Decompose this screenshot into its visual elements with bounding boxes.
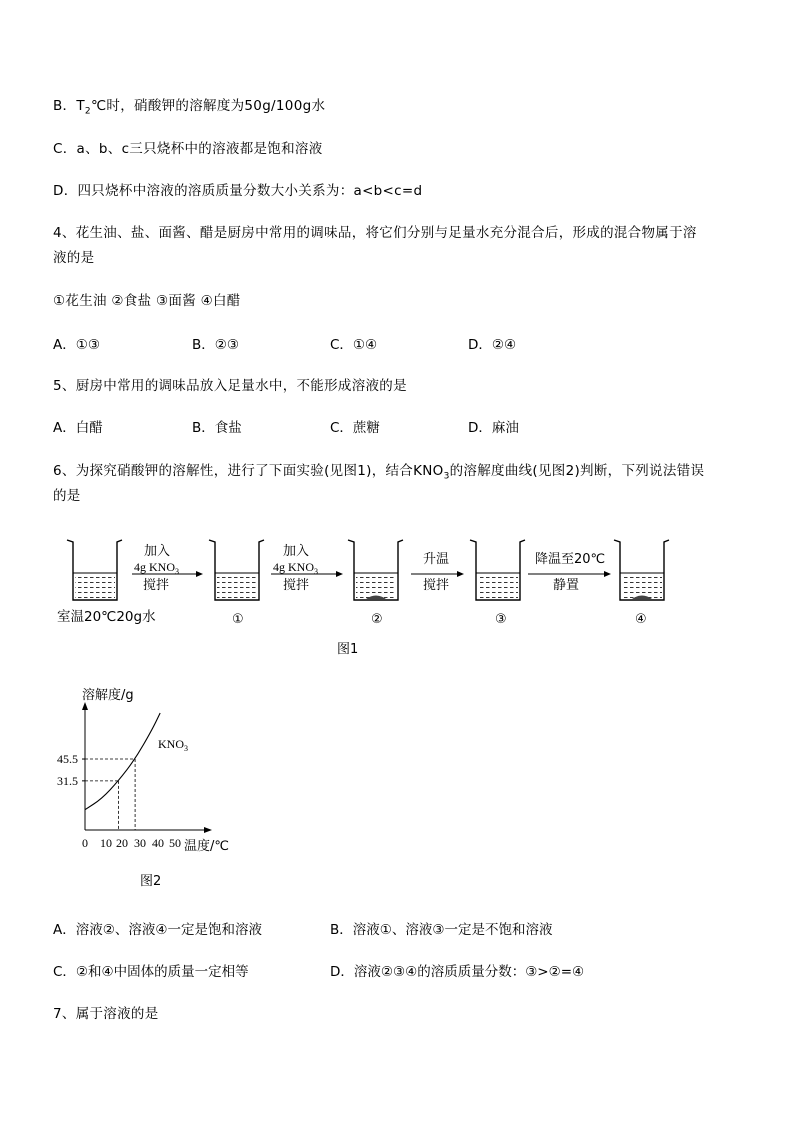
q3-option-b: B．$T_2℃$时，硝酸钾的溶解度为50g/100g水 — [53, 98, 326, 117]
q5-option-d: D．麻油 — [468, 420, 519, 436]
q5-option-b: B．食盐 — [192, 420, 242, 436]
q4-option-b: B．②③ — [192, 337, 239, 353]
q6-stem-line2: 的是 — [53, 488, 81, 504]
q4-option-d: D．②④ — [468, 337, 517, 353]
q5-option-a: A．白醋 — [53, 420, 103, 436]
beaker-2 — [348, 540, 403, 600]
x-tick-label: 20 — [116, 836, 128, 850]
kno3-solubility-curve — [85, 713, 160, 810]
beaker-start — [67, 540, 122, 600]
step1-line3: 搅拌 — [143, 578, 170, 593]
y-axis-label: 溶解度/g — [82, 688, 134, 703]
y-axis — [82, 702, 88, 830]
y-tick-label: 31.5 — [57, 773, 78, 788]
step3-line2: 搅拌 — [423, 578, 450, 593]
q4-option-a: A．①③ — [53, 337, 100, 353]
x-tick-label: 40 — [152, 836, 164, 850]
q3-option-c: C．a、b、c三只烧杯中的溶液都是饱和溶液 — [53, 141, 323, 157]
q6-option-d: D．溶液②③④的溶质质量分数：③>②=④ — [330, 964, 585, 980]
series-label-kno3: $KNO_3$ — [158, 737, 188, 753]
beaker-label-2: ② — [371, 612, 383, 627]
y-tick-label: 45.5 — [57, 752, 78, 767]
q6-stem-line1: 6、为探究硝酸钾的溶解性，进行了下面实验(见图1)，结合$KNO_3$的溶解度曲线(见图2)判断，下列说法错误 — [53, 463, 705, 482]
step2-line3: 搅拌 — [283, 578, 310, 593]
x-tick-label: 50 — [169, 836, 181, 850]
beaker-label-3: ③ — [495, 612, 507, 627]
figure-1-beakers — [0, 520, 794, 660]
beaker-3 — [470, 540, 525, 600]
step2-line2: 4g $KNO_3$ — [273, 560, 318, 576]
q5-stem: 5、厨房中常用的调味品放入足量水中，不能形成溶液的是 — [53, 378, 407, 394]
q6-option-c: C．②和④中固体的质量一定相等 — [53, 964, 249, 980]
figure-2-caption: 图2 — [140, 874, 162, 889]
x-tick-label: 10 — [100, 836, 112, 850]
beaker-1 — [209, 540, 264, 600]
q4-items: ①花生油 ②食盐 ③面酱 ④白醋 — [53, 293, 241, 309]
step3-line1: 升温 — [423, 552, 450, 567]
step4-line1: 降温至20℃ — [535, 552, 606, 567]
arrow-step-3 — [411, 571, 464, 577]
q4-stem-line1: 4、花生油、盐、面酱、醋是厨房中常用的调味品，将它们分别与足量水充分混合后，形成的混合物属于溶 — [53, 225, 697, 241]
figure-1-caption: 图1 — [337, 642, 359, 657]
beaker-label-1: ① — [232, 612, 244, 627]
q3-option-d: D．四只烧杯中溶液的溶质质量分数大小关系为：a<b<c=d — [53, 183, 423, 199]
step4-line2: 静置 — [553, 578, 580, 593]
q6-option-b: B．溶液①、溶液③一定是不饱和溶液 — [330, 922, 553, 938]
step2-line1: 加入 — [283, 544, 310, 559]
q7-stem: 7、属于溶液的是 — [53, 1006, 159, 1022]
figure-2-solubility-chart — [40, 680, 280, 895]
q6-option-a: A．溶液②、溶液④一定是饱和溶液 — [53, 922, 262, 938]
q4-stem-line2: 液的是 — [53, 250, 95, 266]
beaker-label-4: ④ — [635, 612, 647, 627]
step1-line1: 加入 — [144, 544, 171, 559]
beaker-4 — [614, 540, 669, 600]
x-axis — [85, 827, 212, 833]
step1-line2: 4g $KNO_3$ — [134, 560, 179, 576]
q5-option-c: C．蔗糖 — [330, 420, 380, 436]
x-axis-label: 温度/℃ — [184, 839, 229, 854]
q4-option-c: C．①④ — [330, 337, 378, 353]
x-tick-label: 30 — [134, 836, 146, 850]
x-tick-label: 0 — [82, 836, 88, 850]
arrow-step-4 — [528, 571, 611, 577]
start-label: 室温20℃20g水 — [57, 609, 156, 625]
